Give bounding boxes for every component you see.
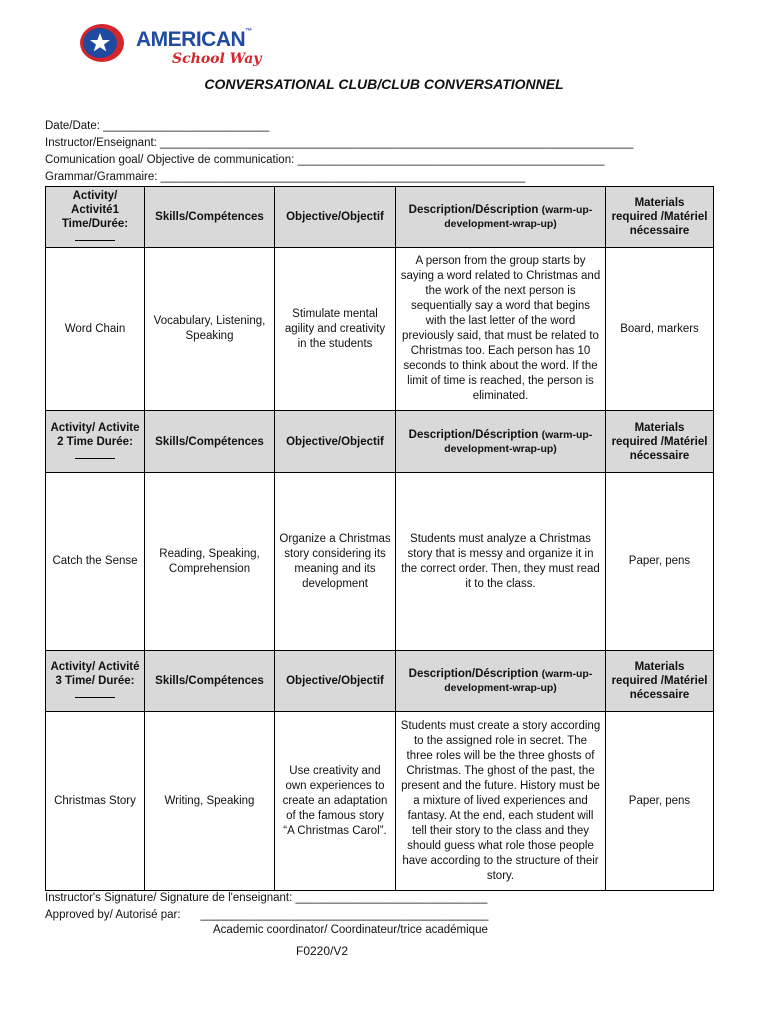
form-code: F0220/V2 xyxy=(296,944,349,958)
header-objective: Objective/Objectif xyxy=(275,411,396,473)
logo-star-icon xyxy=(78,22,130,64)
header-objective: Objective/Objectif xyxy=(275,187,396,248)
header-description: Description/Déscription (warm-up-development-wrap-up) xyxy=(396,651,606,712)
approved-by-label: Approved by/ Autorisé par: xyxy=(45,909,181,921)
time-blank xyxy=(75,691,115,698)
activity-name: Christmas Story xyxy=(46,712,145,891)
table-header-row xyxy=(46,187,714,248)
activity-materials: Paper, pens xyxy=(606,473,714,651)
instructor-signature-line: Instructor's Signature/ Signature de l'enseignant: ______________________________ xyxy=(45,892,488,904)
activity-objective: Stimulate mental agility and creativity in the students xyxy=(275,248,396,411)
approved-by-blank: _____________________________________________ xyxy=(200,909,489,921)
signature-block xyxy=(45,890,488,924)
activity-description: Students must create a story according to the assigned role in secret. The three roles will be the three ghosts of Christmas. The ghost of the past, the present and the future. History must be a mixture of lived experiences and fantasy. At the end, each student will tell their story to the class and they should guess what role those people have according to the structure of their story. xyxy=(396,712,606,891)
header-fields xyxy=(45,118,633,186)
instructor-field: Instructor/Enseignant: __________________________________________________________________________ xyxy=(45,137,634,149)
approved-by-line xyxy=(45,907,488,924)
header-materials: Materials required /Matériel nécessaire xyxy=(606,187,714,248)
activity-skills: Reading, Speaking, Comprehension xyxy=(145,473,275,651)
date-field: Date/Date: __________________________ xyxy=(45,120,270,132)
document-title: CONVERSATIONAL CLUB/CLUB CONVERSATIONNEL xyxy=(204,76,564,92)
logo-word-school-way: School Way xyxy=(172,51,262,67)
activity-name: Word Chain xyxy=(46,248,145,411)
table-header-row xyxy=(46,651,714,712)
academic-coordinator-label: Academic coordinator/ Coordinateur/trice académique xyxy=(213,924,488,936)
table-row xyxy=(46,248,714,411)
header-skills: Skills/Compétences xyxy=(145,411,275,473)
activity-skills: Vocabulary, Listening, Speaking xyxy=(145,248,275,411)
header-description: Description/Déscription (warm-up-development-wrap-up) xyxy=(396,411,606,473)
activity-skills: Writing, Speaking xyxy=(145,712,275,891)
table-row xyxy=(46,473,714,651)
activity-description: A person from the group starts by saying a word related to Christmas and the work of the next person is sequentially say a word that begins with the last letter of the word previously said, that must be related to Christmas too. Each person has 10 seconds to think about the word. If the limit of time is reached, the person is eliminated. xyxy=(396,248,606,411)
header-skills: Skills/Compétences xyxy=(145,651,275,712)
time-blank xyxy=(75,234,115,241)
activity-materials: Board, markers xyxy=(606,248,714,411)
logo-word-american: AMERICAN™ xyxy=(136,28,252,51)
table-row xyxy=(46,712,714,891)
header-materials: Materials required /Matériel nécessaire xyxy=(606,411,714,473)
activity-objective: Use creativity and own experiences to create an adaptation of the famous story “A Christmas Carol”. xyxy=(275,712,396,891)
header-materials: Materials required /Matériel nécessaire xyxy=(606,651,714,712)
table-header-row xyxy=(46,411,714,473)
header-activity: Activity/ Activité1 Time/Durée: xyxy=(46,187,145,248)
activities-table xyxy=(45,186,714,891)
communication-goal-field: Comunication goal/ Objective de communication: ________________________________________________ xyxy=(45,154,605,166)
header-objective: Objective/Objectif xyxy=(275,651,396,712)
time-blank xyxy=(75,452,115,459)
activity-name: Catch the Sense xyxy=(46,473,145,651)
header-description: Description/Déscription (warm-up-development-wrap-up) xyxy=(396,187,606,248)
activity-description: Students must analyze a Christmas story that is messy and organize it in the correct order. Then, they must read it to the class. xyxy=(396,473,606,651)
header-activity: Activity/ Activité 3 Time/ Durée: xyxy=(46,651,145,712)
american-school-way-logo xyxy=(78,22,278,72)
header-skills: Skills/Compétences xyxy=(145,187,275,248)
activity-materials: Paper, pens xyxy=(606,712,714,891)
grammar-field: Grammar/Grammaire: _________________________________________________________ xyxy=(45,171,526,183)
activity-objective: Organize a Christmas story considering its meaning and its development xyxy=(275,473,396,651)
header-activity: Activity/ Activite 2 Time Durée: xyxy=(46,411,145,473)
